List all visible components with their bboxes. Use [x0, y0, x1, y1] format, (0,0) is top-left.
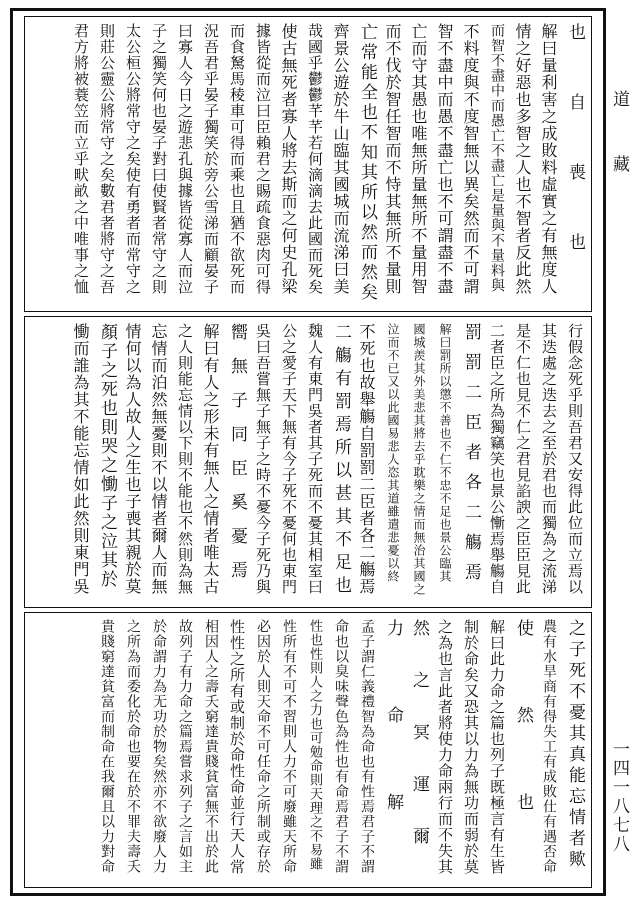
text-column: 解曰有人之形未有無人之情者唯太古	[201, 323, 220, 595]
text-column: 之為也言此者將使力命兩行而不失其	[436, 619, 454, 875]
text-column: 相因人之壽夭窮達貴賤貧富無不出於此	[203, 619, 219, 874]
side-page-number: 一四一八七八	[609, 740, 629, 854]
text-column: 解曰罰所以懲不善也不仁不忠不足也景公臨其	[438, 323, 452, 583]
text-column: 二者臣之所為獨竊笑也景公慚焉舉觴自	[488, 323, 506, 595]
text-column: 顏子之死也則哭之慟子之泣其於	[97, 323, 117, 589]
text-column: 罰罰二臣者各二觴焉	[461, 323, 481, 593]
text-column: 智不盡中而愚不盡亡也不可謂盡不盡	[435, 23, 454, 295]
text-column: 嚮無子同臣奚憂焉	[227, 323, 247, 595]
text-column: 之子死不憂其真能忘情者歟	[565, 619, 585, 871]
text-column: 制於命矣又恐其以力為無功而弱於莫	[462, 619, 480, 875]
side-title: 道 藏	[609, 90, 629, 186]
text-column: 於命謂力為无功於物矣然亦不欲廢人力	[151, 619, 167, 874]
text-column: 必因於人則天命不可任命之所制或存於	[255, 619, 271, 874]
text-column: 則莊公靈公將常守之矣數君者將守之吾	[98, 23, 116, 295]
text-column: 性所有不可不習則人力不可廢雖天所命	[281, 619, 297, 874]
text-column: 況吾君乎晏子獨笑於旁公雪涕而顧晏子	[202, 23, 220, 295]
text-column: 子之獨笑何也晏子對曰使賢者常守之則	[150, 23, 168, 295]
text-column: 魏人有東門吳者其子死而不憂其相室曰	[306, 323, 324, 595]
text-column: 使然也	[513, 619, 533, 880]
text-column: 使古無死者寡人將去斯而之何史孔梁	[279, 23, 298, 295]
text-column: 之所為而委化於命也要在於不罪夫壽夭	[125, 619, 141, 874]
text-column: 亡而守其愚也唯無所量無所不量用智	[409, 23, 428, 295]
text-column: 情何以為人故人之生也子喪其親於莫	[123, 323, 142, 595]
text-column: 農有水旱商有得失工有成敗仕有遇否命	[541, 619, 557, 874]
text-panel-1	[24, 16, 592, 312]
text-column: 性也性則人之力也可勉命則天理之不易雖	[307, 619, 322, 871]
text-column: 君方將被蓑笠而立乎畎畝之中唯事之恤	[72, 23, 90, 295]
text-column: 哉國乎鬱鬱芊芊若何滴滴去此國而死矣	[306, 23, 324, 295]
text-column: 是不仁也見不仁之君見諂諛之臣臣見此	[514, 323, 532, 595]
text-column: 而不伐於智任智而不恃其無所不量則	[383, 23, 402, 295]
text-column: 而食駑馬稜車可得而乘也且猶不欲死而	[228, 23, 246, 295]
text-panel-2	[24, 316, 592, 608]
text-column: 孟子謂仁義禮智為命也有性焉君子不謂	[359, 619, 375, 874]
text-column: 貴賤窮達貧富而制命在我爾且以力對命	[99, 619, 115, 874]
text-column: 力命解	[383, 619, 403, 880]
text-column: 太公桓公將常守之矣使有勇者而常守之	[124, 23, 142, 295]
text-column: 行假念死乎則吾君又安得此位而立焉以	[566, 323, 584, 595]
text-column: 泣而不已又以此國易悲人恣其道雖遣悲憂以終	[386, 323, 400, 583]
text-column: 據皆從而泣曰臣賴君之賜疏食惡肉可得	[254, 23, 272, 295]
text-column: 齊景公遊於牛山臨其國城而流涕曰美	[331, 23, 350, 295]
text-column: 曰寡人今日之遊悲孔與據皆從寡人而泣	[176, 23, 194, 295]
text-column: 國城羨其外美悲其將去乎耽樂之情而無治其國之	[412, 323, 426, 596]
text-column: 解曰量利害之成敗料虛實之有無度人	[539, 23, 558, 295]
text-column: 命也以臭味聲色為性也有命焉君子不謂	[333, 619, 349, 874]
text-column: 情之好惡也多智之人也不智者反此然	[513, 23, 532, 295]
text-column: 解曰此力命之篇也列子既極言有生皆	[488, 619, 506, 875]
text-column: 公之愛子天下無有今子死不憂何也東門	[280, 323, 298, 595]
text-column: 而智不盡中而愚亡不盡亡是量與不量料與	[489, 23, 505, 293]
text-column: 故列子有力命之篇焉嘗求列子之言如主	[177, 619, 193, 874]
text-column: 然之冥運爾	[409, 619, 429, 879]
text-column: 吳曰吾嘗無子無子之時不憂今子死乃與	[254, 323, 272, 595]
text-column: 慟而誰為其不能忘情如此然則東門吳	[71, 323, 90, 595]
text-panel-3	[24, 612, 592, 888]
text-column: 之人則能忘情以下則不能也不然則為無	[176, 323, 194, 595]
text-column: 二觴有罰焉所以甚其不足也	[331, 323, 351, 599]
text-column: 也自喪也	[565, 23, 585, 303]
text-column: 亡常能全也不知其所以然而然矣	[357, 23, 377, 303]
text-column: 忘情而泊然無憂則不以情者爾人而無	[149, 323, 168, 595]
text-column: 不料度與不度智無以異矣然而不可謂	[461, 23, 480, 295]
text-column: 其迭處之迭去之至於君也而獨為之流涕	[540, 323, 558, 595]
text-column: 不死也故舉觴自罰罰二臣者各二觴焉	[357, 323, 376, 595]
text-column: 性性之所有或制於命性命並行天人常	[228, 619, 246, 875]
